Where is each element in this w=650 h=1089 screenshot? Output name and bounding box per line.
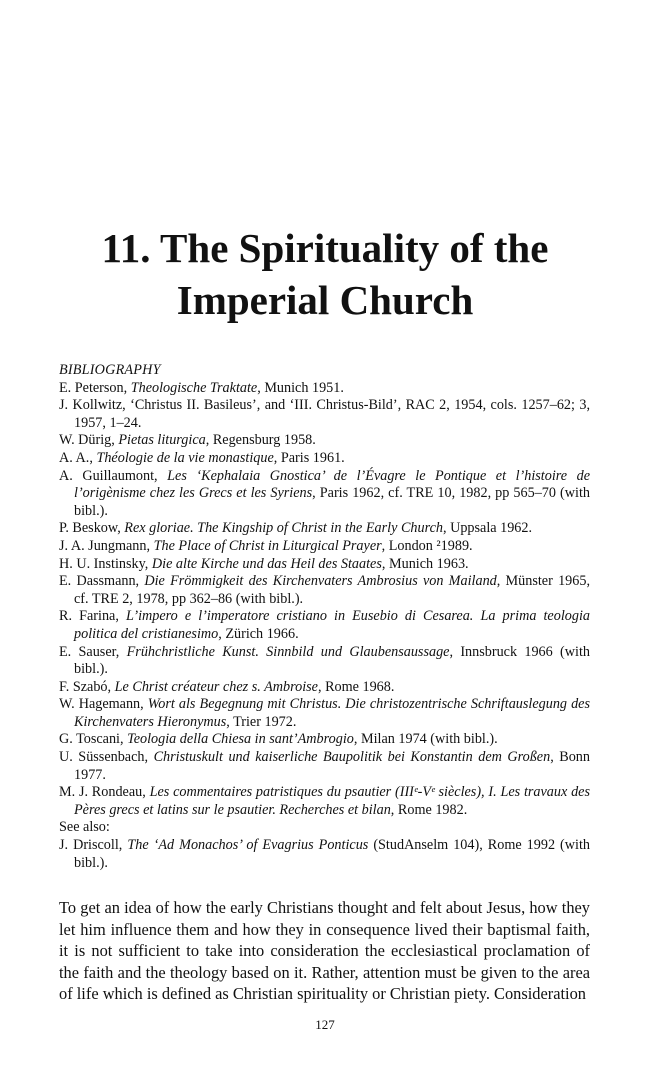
chapter-title [0, 222, 650, 326]
entry-title: The ‘Ad Monachos’ of Evagrius Ponticus [127, 837, 369, 854]
entry-title: Les commentaires patristiques du psautier (IIIᵉ-Vᵉ siècles), I. Les travaux des Pères grecs et latins sur le psautier. Recherches et bilan [74, 784, 590, 818]
entry-author: E. Sauser, [59, 643, 127, 660]
bibliography-entry [59, 679, 590, 697]
entry-details: , Innsbruck 1966 (with bibl.). [74, 643, 590, 678]
entry-author: J. Driscoll, [59, 837, 128, 854]
bibliography-entry [59, 538, 590, 556]
bibliography-entry [59, 468, 590, 521]
entry-author: P. Beskow, [59, 520, 125, 537]
entry-title: Les ‘Kephalaia Gnostica’ de l’Évagre le Pontique et l’histoire de l’origènisme chez les Grecs et les Syriens [74, 467, 590, 502]
bibliography-entry [59, 397, 590, 432]
entry-title: Die alte Kirche und das Heil des Staates [151, 555, 382, 572]
bibliography-entry [59, 749, 590, 784]
entry-title: Le Christ créateur chez s. Ambroise [114, 678, 318, 695]
chapter-title-line-1: 11. The Spirituality of the [101, 225, 549, 271]
page-number: 127 [315, 1017, 335, 1032]
entry-title: Pietas liturgica [118, 432, 206, 449]
entry-details: , Bonn 1977. [74, 749, 590, 783]
bibliography-entry [59, 608, 590, 643]
entry-author: U. Süssenbach, [59, 749, 154, 766]
entry-author: E. Dassmann, [59, 573, 145, 590]
entry-author: F. Szabó, [59, 678, 115, 695]
bibliography-entry [59, 644, 590, 679]
entry-details: , London ²1989. [381, 537, 473, 554]
entry-title: Theologische Traktate [130, 379, 258, 396]
entry-title: Die Frömmigkeit des Kirchenvaters Ambrosius von Mailand [144, 573, 497, 590]
entry-details: , Trier 1972. [226, 713, 297, 730]
entry-title: The Place of Christ in Liturgical Prayer [153, 537, 382, 554]
entry-author: J. A. Jungmann, [59, 537, 154, 554]
entry-details: , Munich 1963. [381, 555, 469, 572]
bibliography-entry [59, 696, 590, 731]
entry-details: , Milan 1974 (with bibl.). [353, 731, 498, 748]
entry-details: , Munich 1951. [257, 379, 344, 396]
bibliography-entry [59, 520, 590, 538]
see-also-label: See also: [59, 819, 110, 836]
entry-title: Wort als Begegnung mit Christus. Die christozentrische Schriftauslegung des Kirchenvaters Hieronymus [74, 696, 590, 730]
bibliography-extra-entries [59, 837, 590, 872]
entry-author: M. J. Rondeau, [59, 784, 150, 801]
bibliography-entry [59, 573, 590, 608]
entry-author: A. Guillaumont, [59, 467, 168, 484]
entry-details: , Rome 1982. [390, 801, 468, 818]
entry-details: , Rome 1968. [317, 678, 395, 695]
entry-details: , Münster 1965, cf. TRE 2, 1978, pp 362–86 (with bibl.). [74, 573, 590, 607]
entry-author: G. Toscani, [59, 731, 128, 748]
entry-author: R. Farina, [59, 608, 126, 625]
entry-details: (StudAnselm 104), Rome 1992 (with bibl.). [74, 837, 590, 871]
bibliography-section [59, 362, 590, 872]
entry-author: J. Kollwitz, [59, 397, 131, 414]
entry-title: L’impero e l’imperatore cristiano in Eusebio di Cesarea. La prima teologia politica del cristianesimo [74, 608, 590, 642]
bibliography-heading: BIBLIOGRAPHY [59, 362, 161, 378]
entry-author: W. Dürig, [59, 432, 119, 449]
entry-title: Christuskult und kaiserliche Baupolitik bei Konstantin dem Großen [153, 749, 551, 766]
bibliography-entry [59, 432, 590, 450]
body-paragraph: To get an idea of how the early Christians thought and felt about Jesus, how they let him influence them and how they in consequence lived their baptismal faith, it is not sufficient to take into consideration the ecclesiastical proclamation of the faith and the theology based on it. Rather, attention must be given to the area of life which is defined as Christian spirituality or Christian piety. Consideration [59, 898, 590, 1004]
chapter-title-line-2: Imperial Church [176, 277, 474, 323]
entry-author: W. Hagemann, [59, 696, 148, 713]
entry-title: Teologia della Chiesa in sant’Ambrogio [127, 731, 354, 748]
entry-author: A. A., [59, 449, 97, 466]
bibliography-entry [59, 556, 590, 574]
entry-title: Frühchristliche Kunst. Sinnbild und Glaubensaussage [126, 643, 450, 660]
entry-author: H. U. Instinsky, [59, 555, 152, 572]
bibliography-entry [59, 380, 590, 398]
bibliography-entry [59, 837, 590, 872]
entry-details: , Zürich 1966. [218, 625, 299, 642]
entry-details: , Uppsala 1962. [442, 520, 533, 537]
entry-title: Théologie de la vie monastique [96, 449, 274, 466]
entry-details: , Regensburg 1958. [205, 432, 316, 449]
entry-title: Rex gloriae. The Kingship of Christ in the Early Church [124, 520, 443, 537]
bibliography-entry [59, 450, 590, 468]
bibliography-entries [59, 380, 590, 820]
entry-details: ‘Christus II. Basileus’, and ‘III. Christus-Bild’, RAC 2, 1954, cols. 1257–62; 3, 1957, 1–24. [74, 397, 590, 431]
bibliography-entry [59, 731, 590, 749]
entry-details: , Paris 1962, cf. TRE 10, 1982, pp 565–70 (with bibl.). [74, 485, 590, 519]
entry-author: E. Peterson, [59, 379, 131, 396]
entry-details: , Paris 1961. [273, 449, 345, 466]
bibliography-entry [59, 784, 590, 819]
